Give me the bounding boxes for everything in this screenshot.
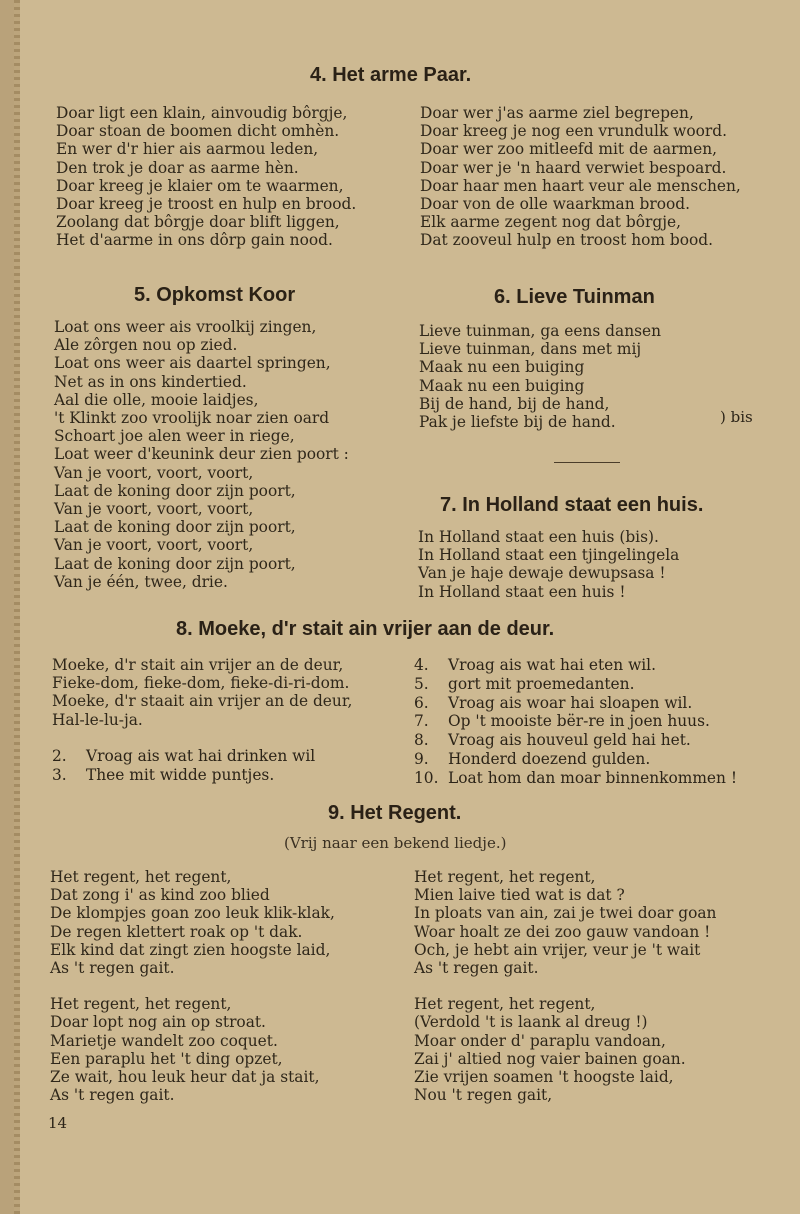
s4-right-column <box>420 104 741 250</box>
verse-number: 6. <box>414 693 429 712</box>
verse-line: Van je voort, voort, voort, <box>54 463 254 482</box>
verse-number: 7. <box>414 712 429 731</box>
verse-line: Zie vrijen soamen 't hoogste laid, <box>414 1068 674 1087</box>
verse-line: Dat zong i' as kind zoo blied <box>50 886 270 905</box>
verse-line: Nou 't regen gait, <box>414 1086 553 1105</box>
verse-line: Pak je liefste bij de hand. <box>419 413 616 432</box>
verse-line: Doar kreeg je klaier om te waarmen, <box>56 176 344 195</box>
verse-line: Maak nu een buiging <box>419 376 585 395</box>
verse-line: Elk kind dat zingt zien hoogste laid, <box>50 940 331 959</box>
verse-line: Dat zooveul hulp en troost hom bood. <box>420 231 714 250</box>
verse-line: Het d'aarme in ons dôrp gain nood. <box>56 231 333 250</box>
verse-line: Fieke-dom, fieke-dom, fieke-di-ri-dom. <box>52 674 350 693</box>
numbered-verse-line <box>414 750 737 769</box>
verse-line: Maak nu een buiging <box>419 358 585 377</box>
verse-line: Elk aarme zegent nog dat bôrgje, <box>420 213 681 232</box>
verse-number: 10. <box>414 768 439 787</box>
verse-line: Zai j' altied nog vaier bainen goan. <box>414 1049 686 1068</box>
s8-left-chorus <box>52 656 352 729</box>
verse-line: In Holland staat een huis ! <box>418 582 626 601</box>
s9-left-column <box>50 868 335 1104</box>
verse-line: In Holland staat een tjingelingela <box>418 546 680 565</box>
verse-line: Doar kreeg je nog een vrundulk woord. <box>420 122 727 141</box>
verse-line: Schoart joe alen weer in riege, <box>54 427 295 446</box>
verse-line: Doar von de olle waarkman brood. <box>420 195 691 214</box>
verse-number: 3. <box>52 765 67 784</box>
verse-line: Doar kreeg je troost en hulp en brood. <box>56 195 357 214</box>
verse-line: 't Klinkt zoo vroolijk noar zien oard <box>54 409 330 428</box>
s6-column <box>419 322 661 431</box>
numbered-verse-line <box>414 731 737 750</box>
s6-bis-marker: ) bis <box>720 408 753 426</box>
numbered-verse-line <box>414 656 737 675</box>
verse-line: As 't regen gait. <box>414 959 539 978</box>
verse-line: As 't regen gait. <box>50 1086 175 1105</box>
verse-line: Het regent, het regent, <box>50 995 232 1014</box>
verse-line: Doar wer j'as aarme ziel begrepen, <box>420 104 694 122</box>
verse-line: Lieve tuinman, ga eens dansen <box>419 322 662 340</box>
verse-line: Doar ligt een klain, ainvoudig bôrgje, <box>56 104 348 122</box>
verse-line: Och, je hebt ain vrijer, veur je 't wait <box>414 940 701 959</box>
verse-line: Aal die olle, mooie laidjes, <box>54 390 259 409</box>
verse-line: Het regent, het regent, <box>414 995 596 1014</box>
verse-text: Vroag ais wat hai eten wil. <box>448 656 656 674</box>
verse-number: 9. <box>414 749 429 768</box>
s9-left-verse-1 <box>50 868 335 977</box>
verse-line: Van je haje dewaje dewupsasa ! <box>418 564 666 583</box>
verse-text: Honderd doezend gulden. <box>448 749 651 768</box>
verse-line: Doar wer je 'n haard verwiet bespoard. <box>420 158 727 177</box>
verse-line: Een paraplu het 't ding opzet, <box>50 1049 283 1068</box>
s8-left-numbered <box>52 747 352 785</box>
s9-title: 9. Het Regent. <box>328 802 462 824</box>
verse-text: Op 't mooiste bër-re in joen huus. <box>448 712 710 731</box>
verse-line: Moeke, d'r stait ain vrijer an de deur, <box>52 656 344 674</box>
verse-number: 2. <box>52 746 67 765</box>
s4-left-column <box>56 104 356 250</box>
s9-right-verse-1 <box>414 868 716 977</box>
s7-column <box>418 528 679 601</box>
verse-text: Vroag ais houveul geld hai het. <box>448 731 691 750</box>
page-number: 14 <box>48 1114 68 1132</box>
verse-line: Mien laive tied wat is dat ? <box>414 886 625 905</box>
verse-line: Zoolang dat bôrgje doar blift liggen, <box>56 213 340 232</box>
verse-line: Van je één, twee, drie. <box>54 572 228 591</box>
verse-text: Thee mit widde puntjes. <box>86 765 275 784</box>
verse-text: Vroag ais wat hai drinken wil <box>86 746 316 765</box>
verse-line: Doar wer zoo mitleefd mit de aarmen, <box>420 140 718 159</box>
verse-line: Ale zôrgen nou op zied. <box>54 336 238 355</box>
numbered-verse-line <box>414 694 737 713</box>
verse-line: Doar stoan de boomen dicht omhèn. <box>56 122 340 141</box>
s9-right-verse-2 <box>414 995 716 1104</box>
verse-text: Vroag ais woar hai sloapen wil. <box>448 693 693 712</box>
verse-line: Doar lopt nog ain op stroat. <box>50 1013 266 1032</box>
verse-line: Den trok je doar as aarme hèn. <box>56 158 299 177</box>
verse-line: Laat de koning door zijn poort, <box>54 518 296 537</box>
numbered-verse-line <box>414 675 737 694</box>
verse-line: Hal-le-lu-ja. <box>52 710 143 729</box>
section-divider <box>554 462 620 463</box>
verse-line: Lieve tuinman, dans met mij <box>419 340 642 359</box>
numbered-verse-line <box>414 712 737 731</box>
s6-title: 6. Lieve Tuinman <box>494 286 655 308</box>
s9-right-column <box>414 868 716 1104</box>
s9-left-verse-2 <box>50 995 335 1104</box>
verse-line: Het regent, het regent, <box>414 868 596 886</box>
verse-line: Woar hoalt ze dei zoo gauw vandoan ! <box>414 922 711 941</box>
verse-line: Bij de hand, bij de hand, <box>419 394 610 413</box>
s5-title: 5. Opkomst Koor <box>134 284 296 306</box>
verse-number: 8. <box>414 731 429 750</box>
verse-number: 5. <box>414 674 429 693</box>
s4-title: 4. Het arme Paar. <box>310 64 472 86</box>
verse-line: Van je voort, voort, voort, <box>54 536 254 555</box>
verse-line: Loat ons weer ais daartel springen, <box>54 354 331 373</box>
verse-line: Loat ons weer ais vroolkij zingen, <box>54 318 317 336</box>
verse-line: Van je voort, voort, voort, <box>54 500 254 519</box>
s8-right-column <box>414 656 737 788</box>
numbered-verse-line <box>52 766 352 785</box>
verse-line: De klompjes goan zoo leuk klik-klak, <box>50 904 335 923</box>
verse-line: Laat de koning door zijn poort, <box>54 554 296 573</box>
verse-line: En wer d'r hier ais aarmou leden, <box>56 140 319 159</box>
numbered-verse-line <box>52 747 352 766</box>
verse-text: gort mit proemedanten. <box>448 674 635 693</box>
verse-line: Moeke, d'r staait ain vrijer an de deur, <box>52 692 353 711</box>
s7-title: 7. In Holland staat een huis. <box>440 494 704 516</box>
s5-column <box>54 318 349 591</box>
verse-line: Doar haar men haart veur ale menschen, <box>420 176 741 195</box>
verse-line: Het regent, het regent, <box>50 868 232 886</box>
verse-line: Laat de koning door zijn poort, <box>54 481 296 500</box>
verse-number: 4. <box>414 656 429 674</box>
verse-line: Net as in ons kindertied. <box>54 372 247 391</box>
s9-subtitle: (Vrij naar een bekend liedje.) <box>284 834 507 852</box>
page-gutter <box>14 0 20 1214</box>
verse-line: Marietje wandelt zoo coquet. <box>50 1031 278 1050</box>
verse-line: (Verdold 't is laank al dreug !) <box>414 1013 648 1032</box>
numbered-verse-line <box>414 769 737 788</box>
verse-line: Moar onder d' paraplu vandoan, <box>414 1031 666 1050</box>
verse-line: De regen klettert roak op 't dak. <box>50 922 303 941</box>
verse-line: Loat weer d'keunink deur zien poort : <box>54 445 349 464</box>
verse-line: In ploats van ain, zai je twei doar goan <box>414 904 717 923</box>
verse-line: As 't regen gait. <box>50 959 175 978</box>
verse-line: In Holland staat een huis (bis). <box>418 528 659 546</box>
verse-line: Ze wait, hou leuk heur dat ja stait, <box>50 1068 320 1087</box>
s8-left-column <box>52 656 352 784</box>
verse-text: Loat hom dan moar binnenkommen ! <box>448 768 738 787</box>
s8-title: 8. Moeke, d'r stait ain vrijer aan de deur. <box>176 618 555 640</box>
